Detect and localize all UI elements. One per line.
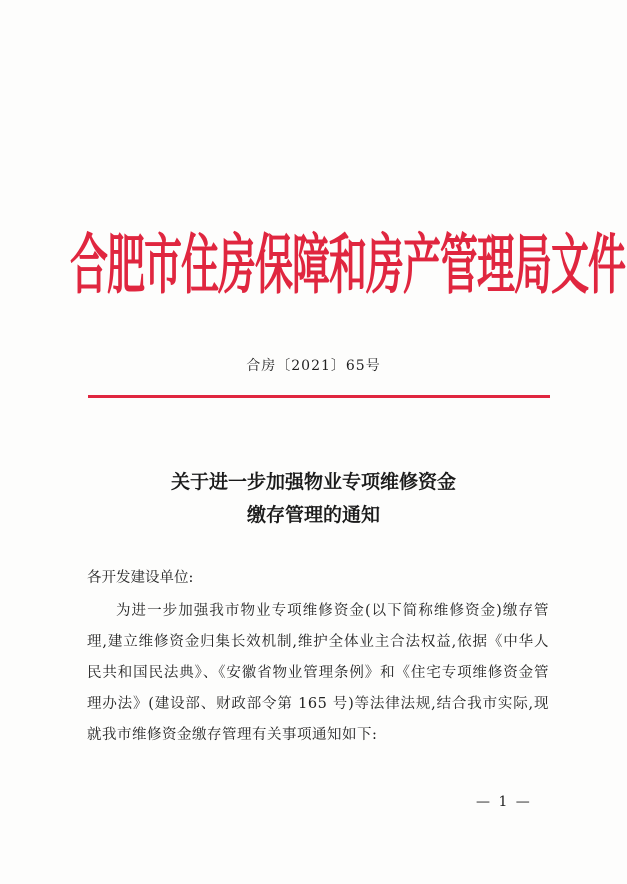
page-number: — 1 — (476, 794, 532, 810)
document-number: 合房〔2021〕65号 (246, 358, 381, 374)
issuer-header-title: 合肥市住房保障和房产管理局文件 (70, 225, 626, 303)
salutation: 各开发建设单位: (87, 570, 194, 586)
notice-title (0, 466, 627, 532)
body-paragraph: 为进一步加强我市物业专项维修资金(以下简称维修资金)缴存管理,建立维修资金归集长效机制,维护全体业主合法权益,依据《中华人民共和国民法典》、《安徽省物业管理条例》和《住宅专项维修资金管理办法》(建设部、财政部令第 165 号)等法律法规,结合我市实际,现就我市维修资金缴存管理有关事项通知如下: (87, 603, 549, 743)
notice-title-line-1: 关于进一步加强物业专项维修资金 (170, 471, 456, 493)
red-divider-line (88, 395, 550, 398)
notice-title-line-2: 缴存管理的通知 (246, 504, 380, 526)
